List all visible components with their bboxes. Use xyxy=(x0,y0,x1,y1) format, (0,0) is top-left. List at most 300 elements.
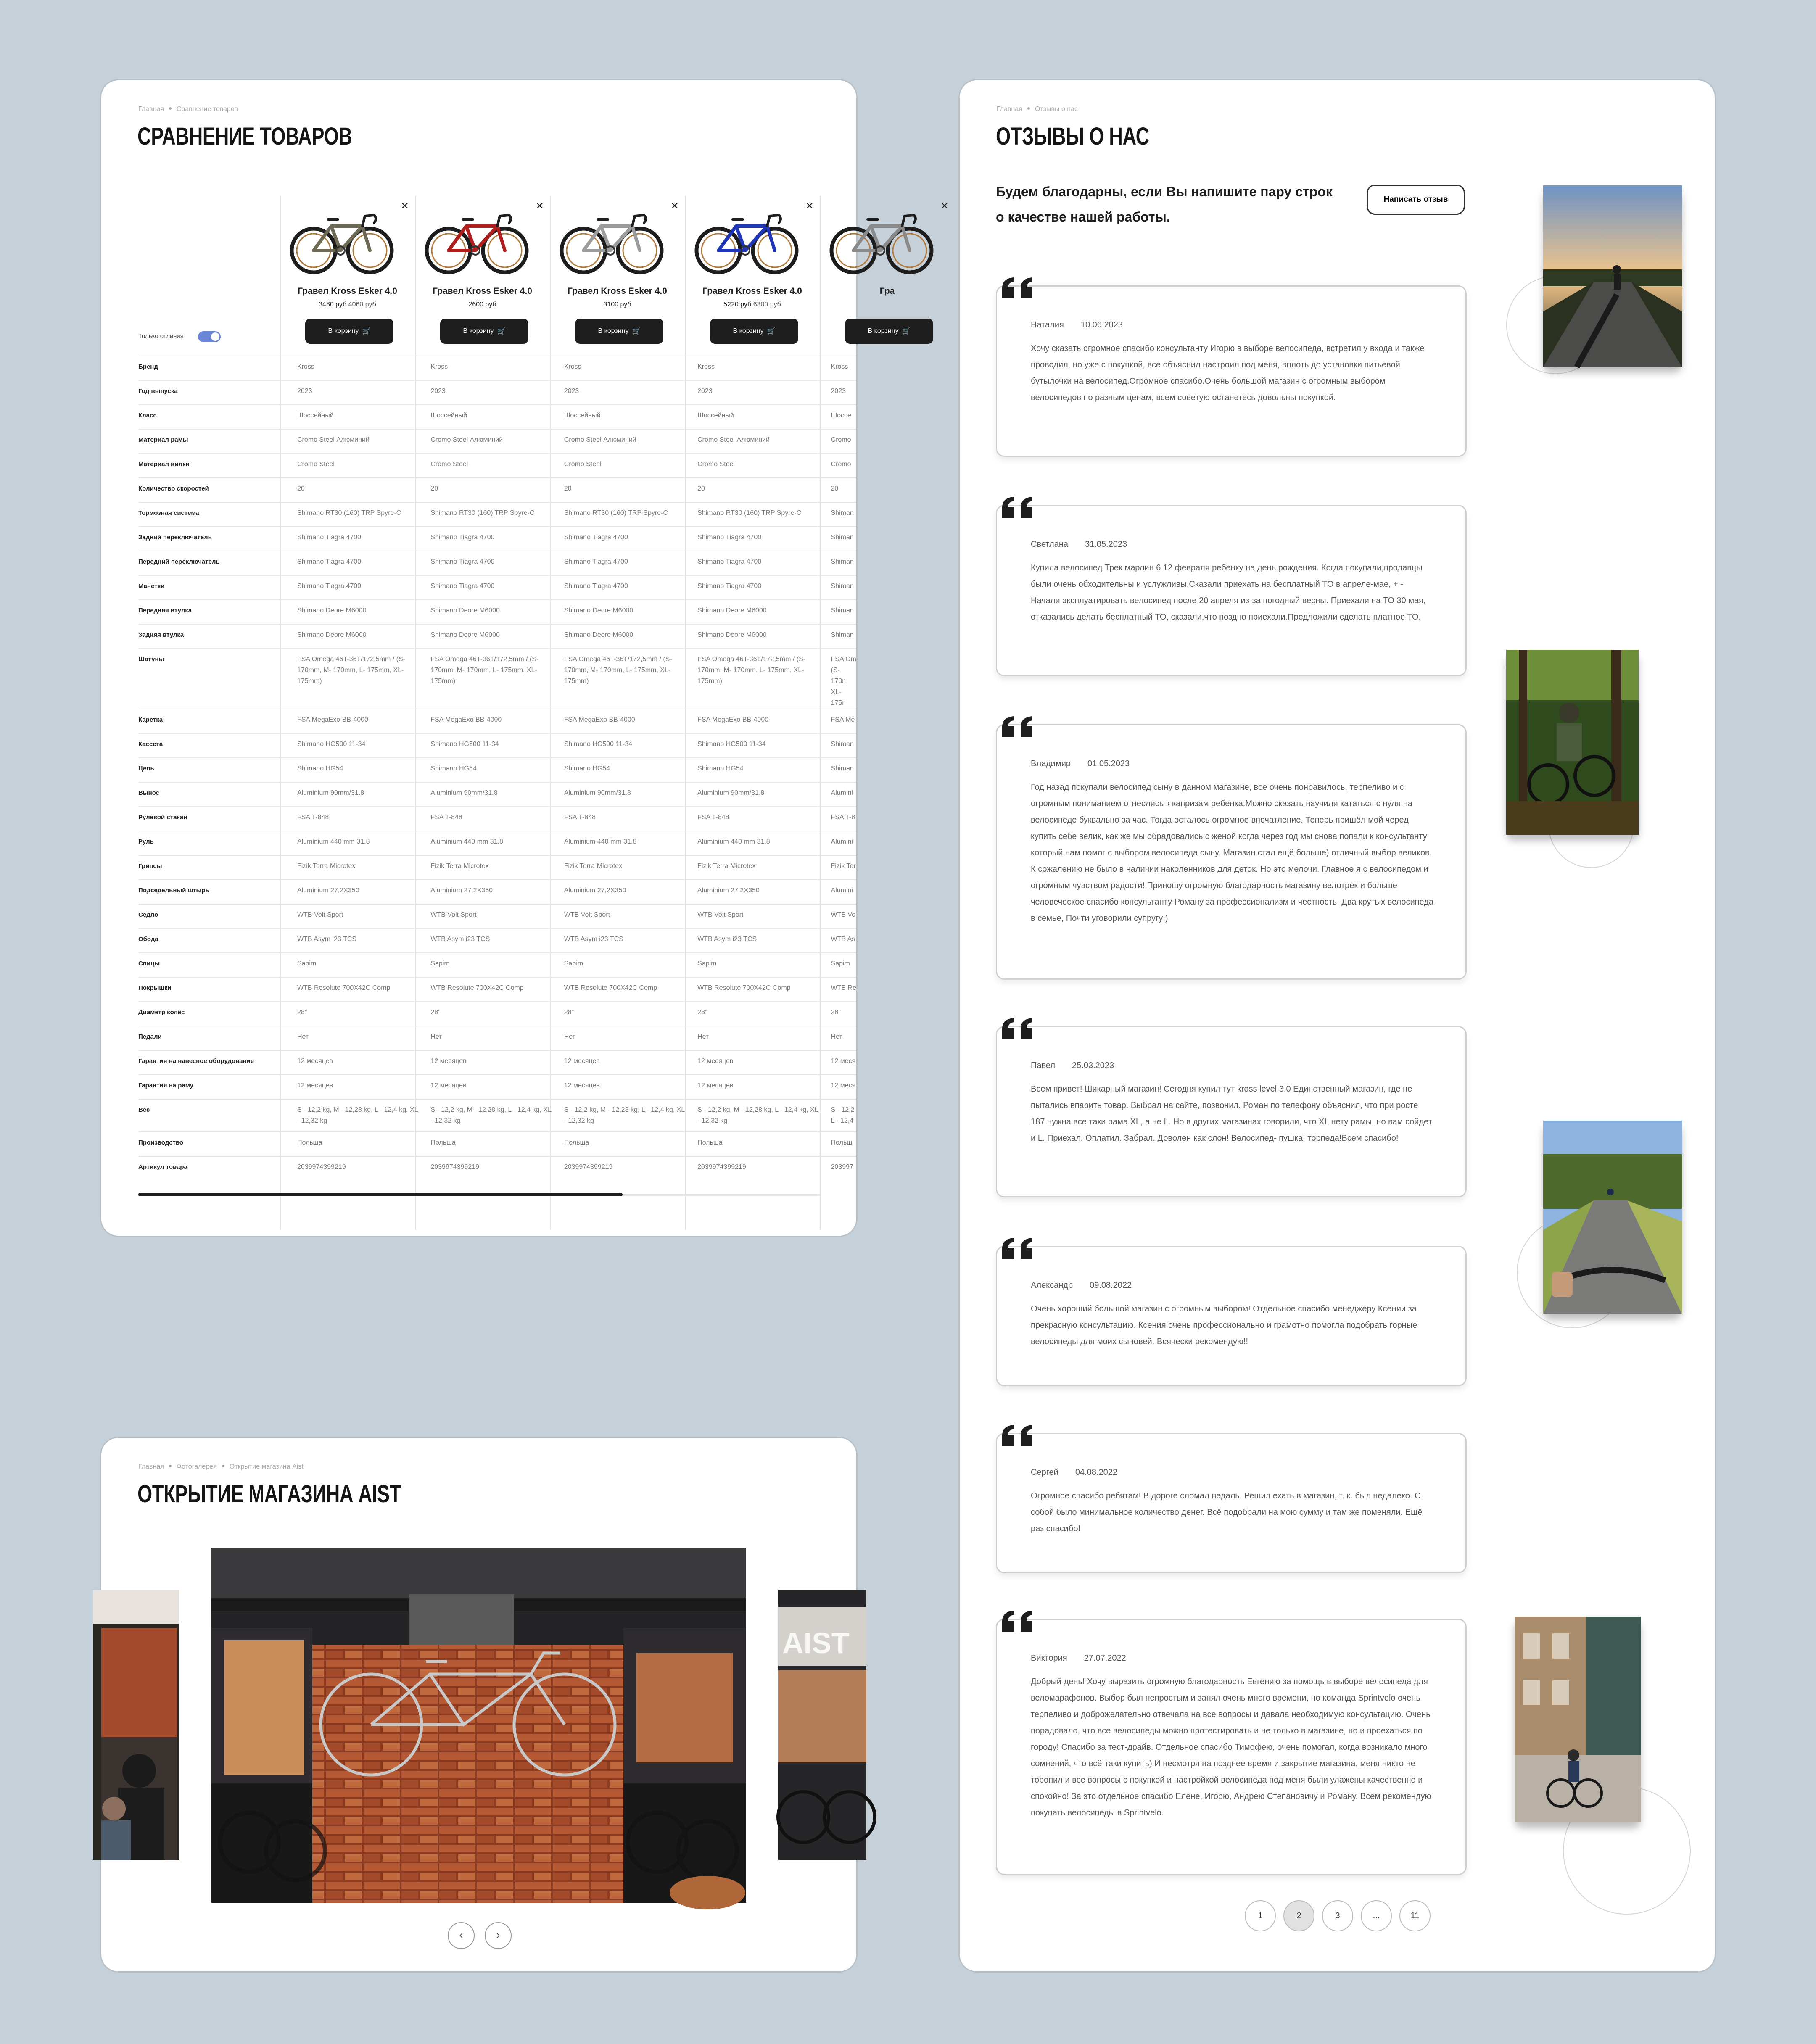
spec-row xyxy=(138,1002,856,1026)
spec-row xyxy=(138,454,856,478)
spec-value: Shimano Deore M6000 xyxy=(288,600,421,624)
spec-value: WTB Resolute 700X42C Comp xyxy=(555,977,688,1002)
spec-row xyxy=(138,527,856,551)
spec-value: Fizik Terra Microtex xyxy=(288,855,421,880)
spec-value: Shimano Deore M6000 xyxy=(421,600,554,624)
spec-row xyxy=(138,649,856,709)
spec-value: Нет xyxy=(688,1026,821,1050)
spec-label: Гарантия на навесное оборудование xyxy=(138,1050,288,1075)
spec-value: FSA Omega 46T-36T/172,5mm / (S- 170mm, M- 170mm, L- 175mm, XL- 175mm) xyxy=(688,649,821,709)
spec-value-clipped: Sapim xyxy=(822,953,856,977)
review-date: 01.05.2023 xyxy=(1087,759,1130,768)
product-price: 5220 руб 6300 руб xyxy=(723,301,781,308)
spec-value: 12 месяцев xyxy=(288,1050,421,1075)
review-text: Очень хороший большой магазин с огромным выбором! Отдельное спасибо менеджеру Ксении за прекрасную консультацию. Ксения очень профессионально и грамотно помогла подобрать горные велосипеды для моих сыновей. Всячески рекомендую!! xyxy=(1031,1304,1417,1346)
gallery-prev-photo[interactable] xyxy=(93,1590,179,1860)
spec-label: Вынос xyxy=(138,782,288,807)
spec-value: Shimano Tiagra 4700 xyxy=(688,575,821,600)
spec-value-clipped: Shiman xyxy=(822,575,856,600)
spec-row xyxy=(138,478,856,502)
spec-value-clipped: Польш xyxy=(822,1132,856,1156)
chevron-right-icon: › xyxy=(496,1928,500,1941)
spec-value-clipped: Alumini xyxy=(822,782,856,807)
review-author: Владимир 01.05.2023 xyxy=(1031,759,1130,768)
spec-value: FSA T-848 xyxy=(555,807,688,831)
spec-value: Shimano HG500 11-34 xyxy=(688,733,821,758)
spec-value: WTB Asym i23 TCS xyxy=(288,928,421,953)
bike-image xyxy=(692,201,800,281)
spec-value: Нет xyxy=(421,1026,554,1050)
spec-value: Польша xyxy=(688,1132,821,1156)
spec-value: 12 месяцев xyxy=(688,1075,821,1099)
spec-value: Shimano RT30 (160) TRP Spyre-C xyxy=(555,502,688,527)
spec-value: 2023 xyxy=(555,380,688,405)
breadcrumb-gallery[interactable]: Фотогалерея xyxy=(176,1463,217,1470)
spec-value: Shimano RT30 (160) TRP Spyre-C xyxy=(288,502,421,527)
spec-value: WTB Volt Sport xyxy=(555,904,688,928)
spec-value-clipped: Shiman xyxy=(822,502,856,527)
reviews-intro: Будем благодарны, если Вы напишите пару строк о качестве нашей работы. xyxy=(996,184,1333,224)
spec-label: Грипсы xyxy=(138,855,288,880)
spec-value: Cromo Steel xyxy=(288,454,421,478)
spec-value: Shimano Tiagra 4700 xyxy=(421,527,554,551)
spec-value: 12 месяцев xyxy=(555,1075,688,1099)
page-title: СРАВНЕНИЕ ТОВАРОВ xyxy=(137,123,352,150)
spec-row xyxy=(138,624,856,649)
review-date: 09.08.2022 xyxy=(1090,1281,1132,1290)
spec-value: Shimano Tiagra 4700 xyxy=(421,551,554,575)
spec-value: Aluminium 90mm/31.8 xyxy=(688,782,821,807)
spec-value: FSA MegaExo BB-4000 xyxy=(555,709,688,733)
spec-label: Подседельный штырь xyxy=(138,880,288,904)
spec-value: Sapim xyxy=(421,953,554,977)
spec-value: Cromo Steel Алюминий xyxy=(288,429,421,454)
spec-value-clipped: Kross xyxy=(822,356,856,380)
spec-value-clipped: Fizik Ter xyxy=(822,855,856,880)
spec-value: Aluminium 440 mm 31.8 xyxy=(288,831,421,855)
spec-row xyxy=(138,405,856,429)
spec-value: Aluminium 27,2X350 xyxy=(288,880,421,904)
spec-label: Год выпуска xyxy=(138,380,288,405)
add-to-cart-button[interactable]: В корзину 🛒 xyxy=(440,319,528,344)
svg-text:AIST: AIST xyxy=(782,1627,850,1659)
spec-value: Aluminium 90mm/31.8 xyxy=(288,782,421,807)
spec-value: S - 12,2 kg, M - 12,28 kg, L - 12,4 kg, XL - 12,32 kg xyxy=(421,1099,554,1132)
spec-value-clipped: Shiman xyxy=(822,733,856,758)
spec-value-clipped: S - 12,2 L - 12,4 xyxy=(822,1099,856,1132)
spec-value: FSA MegaExo BB-4000 xyxy=(288,709,421,733)
spec-value: FSA MegaExo BB-4000 xyxy=(421,709,554,733)
spec-value: WTB Resolute 700X42C Comp xyxy=(288,977,421,1002)
spec-value-clipped: FSA Om (S- 170n XL- 175r xyxy=(822,649,856,709)
spec-value-clipped: 28" xyxy=(822,1002,856,1026)
spec-value: Aluminium 440 mm 31.8 xyxy=(421,831,554,855)
spec-value: Шоссейный xyxy=(555,405,688,429)
spec-value: Aluminium 90mm/31.8 xyxy=(555,782,688,807)
spec-row xyxy=(138,1026,856,1050)
spec-value-clipped: Нет xyxy=(822,1026,856,1050)
spec-value: Cromo Steel xyxy=(688,454,821,478)
remove-product-icon[interactable]: ✕ xyxy=(400,200,409,212)
breadcrumb-current: Сравнение товаров xyxy=(176,105,238,113)
gallery-next-button[interactable] xyxy=(485,1922,512,1949)
spec-label: Количество скоростей xyxy=(138,478,288,502)
spec-row xyxy=(138,380,856,405)
spec-value: Aluminium 90mm/31.8 xyxy=(421,782,554,807)
spec-value: FSA Omega 46T-36T/172,5mm / (S- 170mm, M- 170mm, L- 175mm, XL- 175mm) xyxy=(555,649,688,709)
review-card xyxy=(996,505,1467,676)
spec-value-clipped: Shiman xyxy=(822,600,856,624)
spec-value: Польша xyxy=(421,1132,554,1156)
spec-value: Шоссейный xyxy=(421,405,554,429)
spec-label: Артикул товара xyxy=(138,1156,288,1181)
scrollbar-thumb[interactable] xyxy=(138,1193,623,1196)
spec-value-clipped: Alumini xyxy=(822,880,856,904)
spec-value: Shimano Deore M6000 xyxy=(688,624,821,649)
spec-value: Aluminium 27,2X350 xyxy=(421,880,554,904)
product-name[interactable]: Гра xyxy=(879,286,895,296)
bike-image xyxy=(557,201,665,281)
spec-value: 28" xyxy=(421,1002,554,1026)
spec-value: Kross xyxy=(421,356,554,380)
spec-value: 28" xyxy=(688,1002,821,1026)
spec-value: 28" xyxy=(555,1002,688,1026)
spec-value: Нет xyxy=(555,1026,688,1050)
spec-value: Shimano Deore M6000 xyxy=(288,624,421,649)
review-text: Всем привет! Шикарный магазин! Сегодня купил тут kross level 3.0 Единственный магазин, где не пытались впарить товар. Выбрал на сайте, позвонил. Роман по телефону объяснил, что при росте 187 нужна все таки рама XL, а не L. Но в других магазинах говорили, что XL нету рамы, но вам сойдет и L. Приехал. Оплатил. Забрал. Доволен как слон! Велосипед- пушка! торпеда!Всем спасибо! xyxy=(1031,1084,1432,1143)
spec-label: Манетки xyxy=(138,575,288,600)
review-text: Хочу сказать огромное спасибо консультанту Игорю в выборе велосипеда, встретил у входа и также проводил, но уже с покупкой, все объяснил настроил под меня, вплоть до установки питьевой бутылочки на велосипед.Огромное спасибо.Очень большой магазин с огромным выбором велосипедов по разным ценам, всем советую останетесь довольны покупкой. xyxy=(1031,344,1425,402)
spec-label: Руль xyxy=(138,831,288,855)
product-name[interactable]: Гравел Kross Esker 4.0 xyxy=(702,286,802,296)
spec-value: Shimano Tiagra 4700 xyxy=(555,551,688,575)
spec-value-clipped: Cromo xyxy=(822,454,856,478)
spec-value: Shimano Deore M6000 xyxy=(421,624,554,649)
spec-value: Шоссейный xyxy=(288,405,421,429)
spec-row xyxy=(138,356,856,380)
review-card xyxy=(996,1433,1467,1573)
spec-label: Гарантия на раму xyxy=(138,1075,288,1099)
review-card xyxy=(996,1619,1467,1875)
spec-label: Материал рамы xyxy=(138,429,288,454)
spec-label: Рулевой стакан xyxy=(138,807,288,831)
review-photo-road-handlebar xyxy=(1543,1121,1682,1314)
spec-label: Кассета xyxy=(138,733,288,758)
spec-value: Шоссейный xyxy=(688,405,821,429)
review-author: Александр 09.08.2022 xyxy=(1031,1281,1132,1290)
review-text: Огромное спасибо ребятам! В дороге сломал педаль. Решил ехать в магазин, т. к. был недалеко. С собой было минимальное количество денег. Всё подобрали на мою сумму и там же поменяли. Ещё раз спасибо! xyxy=(1031,1491,1423,1533)
spec-value: Shimano Tiagra 4700 xyxy=(555,527,688,551)
spec-value-clipped: FSA T-8 xyxy=(822,807,856,831)
add-to-cart-button[interactable]: В корзину 🛒 xyxy=(305,319,393,344)
page-title: ОТЗЫВЫ О НАС xyxy=(996,123,1149,150)
spec-value: Sapim xyxy=(288,953,421,977)
spec-label: Класс xyxy=(138,405,288,429)
spec-value: Shimano Deore M6000 xyxy=(555,600,688,624)
review-date: 10.06.2023 xyxy=(1080,320,1123,330)
review-card xyxy=(996,285,1467,457)
breadcrumb xyxy=(138,1463,304,1471)
spec-value: 12 месяцев xyxy=(421,1050,554,1075)
spec-label: Тормозная система xyxy=(138,502,288,527)
spec-value: Fizik Terra Microtex xyxy=(421,855,554,880)
spec-label: Передняя втулка xyxy=(138,600,288,624)
product-name[interactable]: Гравел Kross Esker 4.0 xyxy=(433,286,532,296)
spec-value: Cromo Steel xyxy=(555,454,688,478)
gallery-prev-button[interactable] xyxy=(448,1922,475,1949)
spec-label: Производство xyxy=(138,1132,288,1156)
spec-value: Kross xyxy=(288,356,421,380)
breadcrumb-home[interactable]: Главная xyxy=(138,105,164,113)
spec-value: Shimano Tiagra 4700 xyxy=(688,527,821,551)
compare-card xyxy=(100,79,949,1237)
page-button-11[interactable]: 11 xyxy=(1399,1900,1431,1931)
remove-product-icon[interactable]: ✕ xyxy=(805,200,814,212)
spec-value: Shimano HG54 xyxy=(688,758,821,782)
page-button-1[interactable]: 1 xyxy=(1245,1900,1276,1931)
spec-label: Каретка xyxy=(138,709,288,733)
bike-image xyxy=(288,201,395,281)
spec-row xyxy=(138,709,856,733)
spec-value: WTB Volt Sport xyxy=(421,904,554,928)
diff-toggle-label: Только отличия xyxy=(138,332,184,340)
spec-value: Shimano HG500 11-34 xyxy=(288,733,421,758)
spec-value: 2039974399219 xyxy=(288,1156,421,1181)
remove-product-icon[interactable]: ✕ xyxy=(940,200,949,212)
spec-row xyxy=(138,977,856,1002)
spec-value: Cromo Steel Алюминий xyxy=(555,429,688,454)
gallery-next-photo[interactable] xyxy=(778,1590,866,1860)
chevron-left-icon: ‹ xyxy=(459,1928,463,1941)
spec-value: 20 xyxy=(288,478,421,502)
spec-value-clipped: 2023 xyxy=(822,380,856,405)
spec-value: 20 xyxy=(555,478,688,502)
breadcrumb-current: Отзывы о нас xyxy=(1035,105,1078,113)
review-text: Добрый день! Хочу выразить огромную благодарность Евгению за помощь в выборе велосипеда для веломарафонов. Выбор был непростым и занял очень много времени, но команда Sprintvelo очень терпеливо и доброжелательно отвечала на все вопросы и давала необходимую консультацию. Очень порадовало, что все велосипеды можно протестировать и не только в магазине, но и проехаться по городу! Спасибо за тест-драйв. Отдельное спасибо Тимофею, очень помогал, когда возникало много сомнений, что всё-таки купить) И несмотря на позднее время и закрытие магазина, меня никто не торопил и все вопросы с покупкой и настройкой велосипеда под меня были улажены качественно и спокойно! За это отдельное спасибо Елене, Игорю, Андрею Степановичу и Роману. Всем рекомендую покупать велосипеды в Sprintvelo. xyxy=(1031,1677,1431,1817)
spec-label: Цепь xyxy=(138,758,288,782)
spec-row xyxy=(138,782,856,807)
diff-toggle[interactable] xyxy=(198,331,221,342)
cart-icon: 🛒 xyxy=(632,328,641,335)
review-card xyxy=(996,724,1467,980)
spec-value: WTB Asym i23 TCS xyxy=(688,928,821,953)
spec-value: 2023 xyxy=(421,380,554,405)
breadcrumb xyxy=(997,105,1078,113)
quote-icon xyxy=(1000,1423,1037,1447)
spec-value: Польша xyxy=(288,1132,421,1156)
write-review-button[interactable]: Написать отзыв xyxy=(1367,185,1465,215)
product-name[interactable]: Гравел Kross Esker 4.0 xyxy=(568,286,667,296)
spec-value: Aluminium 27,2X350 xyxy=(555,880,688,904)
spec-row xyxy=(138,880,856,904)
product-price: 3480 руб 4060 руб xyxy=(319,301,376,308)
spec-row xyxy=(138,807,856,831)
spec-value: FSA T-848 xyxy=(288,807,421,831)
spec-value: Kross xyxy=(688,356,821,380)
review-photo-city-riders xyxy=(1515,1617,1641,1822)
spec-value: Sapim xyxy=(688,953,821,977)
spec-value: Fizik Terra Microtex xyxy=(555,855,688,880)
spec-row xyxy=(138,855,856,880)
spec-label: Задняя втулка xyxy=(138,624,288,649)
spec-value: S - 12,2 kg, M - 12,28 kg, L - 12,4 kg, XL - 12,32 kg xyxy=(555,1099,688,1132)
remove-product-icon[interactable]: ✕ xyxy=(535,200,544,212)
spec-value: Shimano Tiagra 4700 xyxy=(688,551,821,575)
page-button-ellipsis: ... xyxy=(1361,1900,1392,1931)
spec-row xyxy=(138,1050,856,1075)
spec-value-clipped: Shiman xyxy=(822,758,856,782)
spec-value: 20 xyxy=(421,478,554,502)
spec-row xyxy=(138,551,856,575)
product-name[interactable]: Гравел Kross Esker 4.0 xyxy=(298,286,397,296)
spec-value: 2023 xyxy=(288,380,421,405)
review-text: Год назад покупали велосипед сыну в данном магазине, все очень понравилось, терпеливо и с огромным пониманием отнеслись к капризам ребенка.Можно сказать научили кататься с нуля на велосипеде буквально за час. Тогда осталось огромное впечатление. Теперь пришёл мой черед купить себе велик, как же мы обрадовались с женой когда через год мы снова попали к консультанту который нам помог с выбором велосипеда сыну. Магазин стал ещё больше) отличный выбор великов. К сожалению не было в наличии наколенников для деток. Но это мелочи. Главное я с велосипедом и огромным чувством радости! Приношу огромную благодарность магазину велотрек и больше человеческое спасибо консультанту Роману за профессионализм и честность. Два крутых велосипеда в семье, Почти уговорили супругу!) xyxy=(1031,783,1433,923)
spec-value: WTB Resolute 700X42C Comp xyxy=(421,977,554,1002)
spec-value: Shimano Deore M6000 xyxy=(555,624,688,649)
review-author: Павел 25.03.2023 xyxy=(1031,1061,1114,1070)
spec-value: Cromo Steel Алюминий xyxy=(421,429,554,454)
quote-icon xyxy=(1000,1609,1037,1633)
spec-value: 2039974399219 xyxy=(555,1156,688,1181)
cart-icon: 🛒 xyxy=(767,328,776,335)
page-title: ОТКРЫТИЕ МАГАЗИНА AIST xyxy=(137,1480,401,1508)
add-to-cart-button[interactable]: В корзину 🛒 xyxy=(845,319,933,344)
spec-value: Aluminium 440 mm 31.8 xyxy=(555,831,688,855)
quote-icon xyxy=(1000,1236,1037,1260)
review-date: 27.07.2022 xyxy=(1084,1654,1126,1663)
spec-value: Shimano RT30 (160) TRP Spyre-C xyxy=(421,502,554,527)
quote-icon xyxy=(1000,276,1037,299)
spec-value: Нет xyxy=(288,1026,421,1050)
gallery-main-photo xyxy=(211,1548,746,1903)
spec-value: Aluminium 440 mm 31.8 xyxy=(688,831,821,855)
review-text: Купила велосипед Трек марлин 6 12 февраля ребенку на день рождения. Когда покупали,продавцы были очень обходительны и услужливы.Сказали приехать на бесплатный ТО в апреле-мае, + - Начали эксплуатировать велосипед после 20 апреля из-за погодный весны. Приехали на ТО 30 мая, отказались делать бесплатный ТО, сказали,что поздно приехали.Предложили сделать платное ТО. xyxy=(1031,563,1426,622)
spec-value-clipped: Cromo xyxy=(822,429,856,454)
spec-label: Материал вилки xyxy=(138,454,288,478)
spec-value: S - 12,2 kg, M - 12,28 kg, L - 12,4 kg, XL - 12,32 kg xyxy=(688,1099,821,1132)
spec-value: WTB Volt Sport xyxy=(688,904,821,928)
remove-product-icon[interactable]: ✕ xyxy=(670,200,679,212)
spec-value: Sapim xyxy=(555,953,688,977)
spec-value-clipped: WTB As xyxy=(822,928,856,953)
spec-row xyxy=(138,502,856,527)
spec-label: Покрышки xyxy=(138,977,288,1002)
spec-row xyxy=(138,1156,856,1181)
spec-value: Shimano HG500 11-34 xyxy=(555,733,688,758)
product-price: 2600 руб xyxy=(468,301,496,308)
page-button-3[interactable]: 3 xyxy=(1322,1900,1353,1931)
review-author: Наталия 10.06.2023 xyxy=(1031,320,1123,330)
spec-row xyxy=(138,1132,856,1156)
spec-value: Aluminium 27,2X350 xyxy=(688,880,821,904)
spec-row xyxy=(138,733,856,758)
spec-value: Shimano HG54 xyxy=(421,758,554,782)
spec-row xyxy=(138,1075,856,1099)
spec-label: Педали xyxy=(138,1026,288,1050)
spec-value-clipped: WTB Re xyxy=(822,977,856,1002)
spec-row xyxy=(138,904,856,928)
quote-icon xyxy=(1000,1016,1037,1040)
breadcrumb-current: Открытие магазина Aist xyxy=(229,1463,304,1470)
spec-label: Передний переключатель xyxy=(138,551,288,575)
add-to-cart-button[interactable]: В корзину 🛒 xyxy=(710,319,798,344)
spec-value-clipped: 12 меся xyxy=(822,1075,856,1099)
product-price: 3100 руб xyxy=(603,301,631,308)
cart-icon: 🛒 xyxy=(362,328,371,335)
spec-value: WTB Resolute 700X42C Comp xyxy=(688,977,821,1002)
spec-value: WTB Volt Sport xyxy=(288,904,421,928)
spec-value: WTB Asym i23 TCS xyxy=(421,928,554,953)
gallery-card xyxy=(100,1437,858,1973)
spec-value: 12 месяцев xyxy=(421,1075,554,1099)
breadcrumb-home[interactable]: Главная xyxy=(138,1463,164,1470)
spec-label: Обода xyxy=(138,928,288,953)
spec-row xyxy=(138,600,856,624)
spec-value: Shimano Deore M6000 xyxy=(688,600,821,624)
reviews-card xyxy=(958,79,1716,1973)
spec-row xyxy=(138,831,856,855)
page-button-2[interactable]: 2 xyxy=(1283,1900,1314,1931)
quote-icon xyxy=(1000,715,1037,738)
spec-value-clipped: 12 меся xyxy=(822,1050,856,1075)
cart-icon: 🛒 xyxy=(497,328,506,335)
bike-image xyxy=(422,201,530,281)
review-date: 04.08.2022 xyxy=(1075,1468,1117,1477)
spec-value: Shimano HG500 11-34 xyxy=(421,733,554,758)
add-to-cart-button[interactable]: В корзину 🛒 xyxy=(575,319,663,344)
spec-value: Shimano HG54 xyxy=(288,758,421,782)
quote-icon xyxy=(1000,495,1037,519)
spec-value: FSA Omega 46T-36T/172,5mm / (S- 170mm, M- 170mm, L- 175mm, XL- 175mm) xyxy=(288,649,421,709)
spec-value-clipped: FSA Me xyxy=(822,709,856,733)
spec-value: FSA T-848 xyxy=(421,807,554,831)
spec-value: Cromo Steel Алюминий xyxy=(688,429,821,454)
spec-value: WTB Asym i23 TCS xyxy=(555,928,688,953)
spec-value: FSA T-848 xyxy=(688,807,821,831)
review-card xyxy=(996,1026,1467,1197)
review-date: 25.03.2023 xyxy=(1072,1061,1114,1070)
spec-value: Польша xyxy=(555,1132,688,1156)
spec-value-clipped: WTB Vo xyxy=(822,904,856,928)
spec-value: FSA Omega 46T-36T/172,5mm / (S- 170mm, M- 170mm, L- 175mm, XL- 175mm) xyxy=(421,649,554,709)
spec-row xyxy=(138,953,856,977)
spec-value: Shimano Tiagra 4700 xyxy=(421,575,554,600)
breadcrumb xyxy=(138,105,238,113)
spec-value-clipped: 20 xyxy=(822,478,856,502)
review-author: Виктория 27.07.2022 xyxy=(1031,1654,1126,1663)
spec-value-clipped: 203997 xyxy=(822,1156,856,1181)
spec-value-clipped: Alumini xyxy=(822,831,856,855)
spec-label: Седло xyxy=(138,904,288,928)
spec-value: 28" xyxy=(288,1002,421,1026)
spec-value: Shimano HG54 xyxy=(555,758,688,782)
spec-value: 2039974399219 xyxy=(421,1156,554,1181)
review-photo-road-sunset xyxy=(1543,185,1682,367)
spec-row xyxy=(138,575,856,600)
breadcrumb-home[interactable]: Главная xyxy=(997,105,1022,113)
spec-value: 12 месяцев xyxy=(288,1075,421,1099)
spec-value: Shimano Tiagra 4700 xyxy=(288,551,421,575)
horizontal-scrollbar[interactable] xyxy=(138,1194,820,1196)
spec-value: Shimano Tiagra 4700 xyxy=(288,527,421,551)
spec-value: S - 12,2 kg, M - 12,28 kg, L - 12,4 kg, XL - 12,32 kg xyxy=(288,1099,421,1132)
review-date: 31.05.2023 xyxy=(1085,540,1127,549)
review-author: Сергей 04.08.2022 xyxy=(1031,1468,1117,1477)
spec-row xyxy=(138,928,856,953)
spec-label: Вес xyxy=(138,1099,288,1132)
review-card xyxy=(996,1246,1467,1386)
spec-value: 12 месяцев xyxy=(555,1050,688,1075)
